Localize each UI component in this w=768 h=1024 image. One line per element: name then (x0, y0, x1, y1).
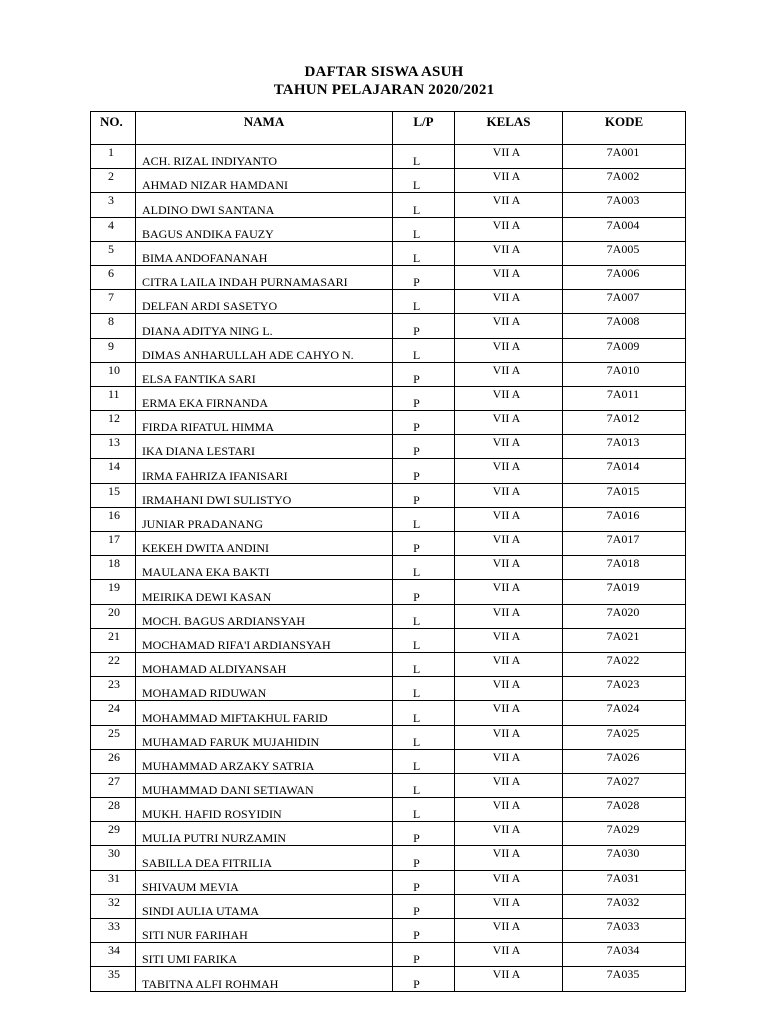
cell-kelas: VII A (455, 604, 563, 628)
cell-kode: 7A005 (563, 241, 686, 265)
cell-nama: SITI NUR FARIHAH (136, 919, 393, 943)
cell-nama: MOHAMAD RIDUWAN (136, 677, 393, 701)
cell-no: 5 (91, 241, 136, 265)
cell-kelas: VII A (455, 798, 563, 822)
table-row (91, 967, 686, 991)
cell-nama: MOCHAMAD RIFA'I ARDIANSYAH (136, 628, 393, 652)
cell-lp: L (393, 169, 455, 193)
cell-no: 11 (91, 386, 136, 410)
cell-no: 3 (91, 193, 136, 217)
cell-kode: 7A014 (563, 459, 686, 483)
table-row (91, 652, 686, 676)
cell-nama: BIMA ANDOFANANAH (136, 241, 393, 265)
cell-no: 14 (91, 459, 136, 483)
cell-kode: 7A022 (563, 652, 686, 676)
cell-nama: IKA DIANA LESTARI (136, 435, 393, 459)
cell-nama: DIANA ADITYA NING L. (136, 314, 393, 338)
cell-kode: 7A018 (563, 556, 686, 580)
cell-kode: 7A020 (563, 604, 686, 628)
cell-lp: L (393, 749, 455, 773)
cell-no: 6 (91, 265, 136, 289)
table-row (91, 725, 686, 749)
cell-nama: SABILLA DEA FITRILIA (136, 846, 393, 870)
cell-kode: 7A003 (563, 193, 686, 217)
cell-lp: P (393, 362, 455, 386)
cell-kelas: VII A (455, 919, 563, 943)
cell-kelas: VII A (455, 894, 563, 918)
cell-no: 10 (91, 362, 136, 386)
cell-lp: L (393, 773, 455, 797)
table-row (91, 217, 686, 241)
table-row (91, 338, 686, 362)
cell-nama: SINDI AULIA UTAMA (136, 894, 393, 918)
cell-lp: L (393, 628, 455, 652)
cell-nama: MOCH. BAGUS ARDIANSYAH (136, 604, 393, 628)
cell-no: 30 (91, 846, 136, 870)
cell-lp: P (393, 314, 455, 338)
table-row (91, 556, 686, 580)
cell-lp: L (393, 217, 455, 241)
cell-lp: L (393, 725, 455, 749)
cell-kode: 7A030 (563, 846, 686, 870)
cell-kode: 7A025 (563, 725, 686, 749)
cell-no: 31 (91, 870, 136, 894)
cell-nama: AHMAD NIZAR HAMDANI (136, 169, 393, 193)
cell-kelas: VII A (455, 145, 563, 169)
cell-no: 2 (91, 169, 136, 193)
cell-no: 18 (91, 556, 136, 580)
cell-kode: 7A031 (563, 870, 686, 894)
cell-no: 34 (91, 943, 136, 967)
cell-nama: ERMA EKA FIRNANDA (136, 386, 393, 410)
cell-nama: ALDINO DWI SANTANA (136, 193, 393, 217)
cell-nama: TABITNA ALFI ROHMAH (136, 967, 393, 991)
cell-kelas: VII A (455, 556, 563, 580)
cell-kelas: VII A (455, 362, 563, 386)
cell-kode: 7A019 (563, 580, 686, 604)
cell-kelas: VII A (455, 773, 563, 797)
cell-no: 32 (91, 894, 136, 918)
cell-kelas: VII A (455, 169, 563, 193)
header-kode: KODE (563, 112, 686, 145)
table-row (91, 628, 686, 652)
cell-kode: 7A034 (563, 943, 686, 967)
table-row (91, 411, 686, 435)
table-row (91, 604, 686, 628)
cell-kelas: VII A (455, 846, 563, 870)
cell-nama: BAGUS ANDIKA FAUZY (136, 217, 393, 241)
cell-nama: MUHAMAD FARUK MUJAHIDIN (136, 725, 393, 749)
cell-nama: DIMAS ANHARULLAH ADE CAHYO N. (136, 338, 393, 362)
table-row (91, 943, 686, 967)
table-row (91, 314, 686, 338)
cell-kode: 7A009 (563, 338, 686, 362)
cell-lp: L (393, 798, 455, 822)
cell-no: 29 (91, 822, 136, 846)
header-nama: NAMA (136, 112, 393, 145)
cell-lp: L (393, 701, 455, 725)
table-row (91, 145, 686, 169)
cell-kelas: VII A (455, 677, 563, 701)
cell-nama: FIRDA RIFATUL HIMMA (136, 411, 393, 435)
cell-kelas: VII A (455, 507, 563, 531)
cell-kode: 7A024 (563, 701, 686, 725)
table-row (91, 386, 686, 410)
cell-no: 16 (91, 507, 136, 531)
cell-nama: MAULANA EKA BAKTI (136, 556, 393, 580)
table-row (91, 822, 686, 846)
cell-nama: MEIRIKA DEWI KASAN (136, 580, 393, 604)
cell-lp: P (393, 822, 455, 846)
cell-kelas: VII A (455, 290, 563, 314)
cell-lp: P (393, 386, 455, 410)
cell-no: 9 (91, 338, 136, 362)
cell-kode: 7A013 (563, 435, 686, 459)
cell-kelas: VII A (455, 459, 563, 483)
cell-lp: P (393, 943, 455, 967)
document-subtitle: TAHUN PELAJARAN 2020/2021 (273, 82, 495, 98)
cell-kelas: VII A (455, 483, 563, 507)
table-header-row (91, 112, 686, 145)
cell-lp: L (393, 338, 455, 362)
cell-lp: L (393, 556, 455, 580)
cell-nama: MUHAMMAD DANI SETIAWAN (136, 773, 393, 797)
cell-kode: 7A006 (563, 265, 686, 289)
table-row (91, 435, 686, 459)
cell-kode: 7A007 (563, 290, 686, 314)
cell-lp: L (393, 604, 455, 628)
table-row (91, 919, 686, 943)
cell-lp: P (393, 870, 455, 894)
table-row (91, 507, 686, 531)
cell-kode: 7A012 (563, 411, 686, 435)
cell-no: 25 (91, 725, 136, 749)
table-row (91, 362, 686, 386)
cell-kelas: VII A (455, 967, 563, 991)
cell-lp: P (393, 435, 455, 459)
table-row (91, 773, 686, 797)
cell-kode: 7A010 (563, 362, 686, 386)
cell-lp: P (393, 967, 455, 991)
cell-kelas: VII A (455, 943, 563, 967)
cell-nama: MUKH. HAFID ROSYIDIN (136, 798, 393, 822)
table-row (91, 265, 686, 289)
cell-kode: 7A001 (563, 145, 686, 169)
cell-no: 12 (91, 411, 136, 435)
header-lp: L/P (393, 112, 455, 145)
cell-no: 17 (91, 532, 136, 556)
document-title: DAFTAR SISWA ASUH (304, 64, 464, 80)
cell-lp: L (393, 652, 455, 676)
cell-no: 13 (91, 435, 136, 459)
cell-lp: L (393, 290, 455, 314)
cell-kelas: VII A (455, 749, 563, 773)
cell-lp: P (393, 532, 455, 556)
table-row (91, 459, 686, 483)
cell-no: 15 (91, 483, 136, 507)
cell-no: 35 (91, 967, 136, 991)
cell-kelas: VII A (455, 435, 563, 459)
cell-nama: SHIVAUM MEVIA (136, 870, 393, 894)
cell-kelas: VII A (455, 822, 563, 846)
cell-kelas: VII A (455, 532, 563, 556)
cell-lp: P (393, 846, 455, 870)
cell-lp: L (393, 193, 455, 217)
cell-nama: DELFAN ARDI SASETYO (136, 290, 393, 314)
cell-kode: 7A033 (563, 919, 686, 943)
cell-nama: JUNIAR PRADANANG (136, 507, 393, 531)
cell-nama: ACH. RIZAL INDIYANTO (136, 145, 393, 169)
cell-kelas: VII A (455, 314, 563, 338)
cell-kode: 7A016 (563, 507, 686, 531)
cell-no: 24 (91, 701, 136, 725)
cell-lp: P (393, 919, 455, 943)
cell-no: 27 (91, 773, 136, 797)
cell-nama: IRMA FAHRIZA IFANISARI (136, 459, 393, 483)
table-row (91, 580, 686, 604)
cell-kode: 7A004 (563, 217, 686, 241)
cell-lp: P (393, 894, 455, 918)
table-body (91, 145, 686, 992)
cell-kelas: VII A (455, 652, 563, 676)
table-row (91, 677, 686, 701)
cell-kelas: VII A (455, 870, 563, 894)
cell-no: 4 (91, 217, 136, 241)
cell-kelas: VII A (455, 217, 563, 241)
cell-no: 26 (91, 749, 136, 773)
cell-kode: 7A028 (563, 798, 686, 822)
cell-kode: 7A032 (563, 894, 686, 918)
cell-no: 33 (91, 919, 136, 943)
student-table (90, 111, 686, 992)
cell-no: 28 (91, 798, 136, 822)
cell-lp: L (393, 145, 455, 169)
cell-kelas: VII A (455, 241, 563, 265)
cell-kode: 7A026 (563, 749, 686, 773)
table-row (91, 532, 686, 556)
cell-kode: 7A011 (563, 386, 686, 410)
cell-kode: 7A023 (563, 677, 686, 701)
header-kelas: KELAS (455, 112, 563, 145)
cell-no: 22 (91, 652, 136, 676)
table-row (91, 749, 686, 773)
cell-lp: P (393, 265, 455, 289)
cell-no: 20 (91, 604, 136, 628)
cell-kode: 7A027 (563, 773, 686, 797)
table-row (91, 169, 686, 193)
cell-lp: L (393, 507, 455, 531)
cell-nama: CITRA LAILA INDAH PURNAMASARI (136, 265, 393, 289)
cell-kelas: VII A (455, 386, 563, 410)
cell-lp: L (393, 677, 455, 701)
table-row (91, 870, 686, 894)
cell-kelas: VII A (455, 193, 563, 217)
cell-kode: 7A017 (563, 532, 686, 556)
cell-kelas: VII A (455, 265, 563, 289)
cell-kode: 7A029 (563, 822, 686, 846)
table-row (91, 798, 686, 822)
cell-kode: 7A035 (563, 967, 686, 991)
cell-nama: MOHAMAD ALDIYANSAH (136, 652, 393, 676)
cell-nama: MOHAMMAD MIFTAKHUL FARID (136, 701, 393, 725)
cell-no: 7 (91, 290, 136, 314)
cell-kode: 7A015 (563, 483, 686, 507)
cell-no: 19 (91, 580, 136, 604)
cell-no: 8 (91, 314, 136, 338)
cell-nama: KEKEH DWITA ANDINI (136, 532, 393, 556)
table-row (91, 894, 686, 918)
table-row (91, 290, 686, 314)
cell-lp: P (393, 483, 455, 507)
cell-kelas: VII A (455, 411, 563, 435)
cell-kelas: VII A (455, 701, 563, 725)
cell-kelas: VII A (455, 725, 563, 749)
cell-nama: MULIA PUTRI NURZAMIN (136, 822, 393, 846)
table-header (91, 112, 686, 145)
cell-lp: P (393, 411, 455, 435)
cell-kelas: VII A (455, 628, 563, 652)
table-row (91, 193, 686, 217)
cell-nama: IRMAHANI DWI SULISTYO (136, 483, 393, 507)
table-row (91, 701, 686, 725)
cell-nama: MUHAMMAD ARZAKY SATRIA (136, 749, 393, 773)
cell-lp: L (393, 241, 455, 265)
cell-no: 23 (91, 677, 136, 701)
cell-no: 1 (91, 145, 136, 169)
cell-kelas: VII A (455, 580, 563, 604)
cell-kode: 7A021 (563, 628, 686, 652)
cell-kode: 7A008 (563, 314, 686, 338)
cell-kelas: VII A (455, 338, 563, 362)
cell-lp: P (393, 459, 455, 483)
cell-kode: 7A002 (563, 169, 686, 193)
cell-no: 21 (91, 628, 136, 652)
table-row (91, 241, 686, 265)
table-row (91, 846, 686, 870)
cell-lp: P (393, 580, 455, 604)
cell-nama: ELSA FANTIKA SARI (136, 362, 393, 386)
cell-nama: SITI UMI FARIKA (136, 943, 393, 967)
header-no: NO. (91, 112, 136, 145)
table-row (91, 483, 686, 507)
